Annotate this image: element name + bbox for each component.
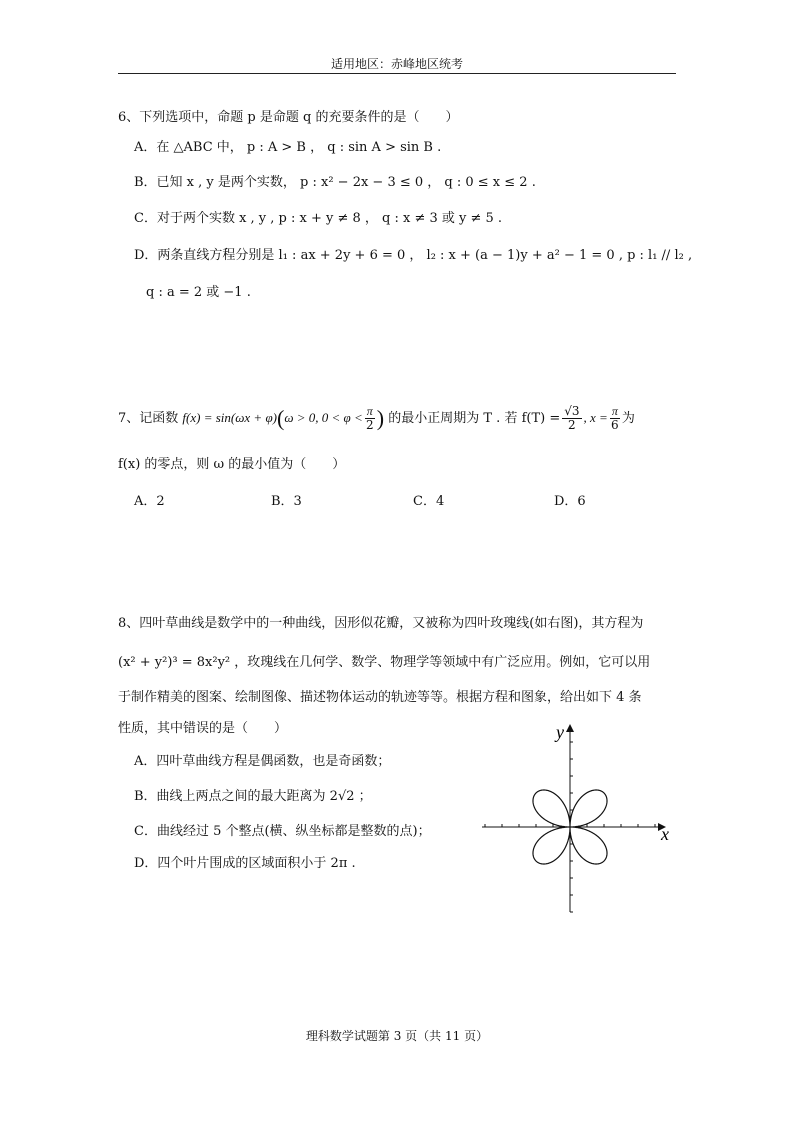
q8-line4: 性质，其中错误的是（ ）: [118, 721, 288, 736]
q6-option-c: C．对于两个实数 x , y , p : x + y ≠ 8 ， q : x ≠ 3 或 y ≠ 5 .: [134, 211, 503, 226]
footer-page: 理科数学试题第 3 页（共 11 页）: [305, 1029, 489, 1043]
q7-mid: 的最小正周期为 T . 若 f(T) =: [388, 411, 561, 426]
q7-option-d: D．6: [554, 494, 586, 509]
q6-option-b: B．已知 x , y 是两个实数， p : x² − 2x − 3 ≤ 0 ， q : 0 ≤ x ≤ 2 .: [134, 175, 536, 190]
q7-paren-close: ): [376, 405, 385, 431]
q8-option-d: D．四个叶片围成的区域面积小于 2π .: [134, 856, 356, 871]
q7-frac-pi-2: $\frac{\pi}{2}$: [365, 403, 374, 432]
q8-option-a: A．四叶草曲线方程是偶函数，也是奇函数；: [134, 754, 391, 769]
q7-frac-sqrt3-2: $\frac{√3}{2}$: [564, 403, 580, 432]
q6-option-d-line2: q : a = 2 或 −1 .: [146, 285, 251, 300]
q7-line2: f(x) 的零点，则 ω 的最小值为（ ）: [118, 457, 346, 472]
q7-function: f(x) = sin(ωx + φ): [182, 410, 277, 425]
y-axis-label: y: [556, 722, 564, 742]
q7-frac-pi-6: $\frac{\pi}{6}$: [611, 403, 619, 432]
q8-line1: 8、四叶草曲线是数学中的一种曲线，因形似花瓣，又被称为四叶玫瑰线(如右图)，其方程为: [118, 616, 644, 631]
header-region: 适用地区：赤峰地区统考: [330, 57, 463, 71]
q6-option-d-line1: D．两条直线方程分别是 l₁ : ax + 2y + 6 = 0 ， l₂ : x + (a − 1)y + a² − 1 = 0 , p : l₁ // l₂ ,: [134, 248, 693, 263]
q7-option-a: A．2: [134, 494, 165, 509]
q6-option-a: A．在 △ABC 中， p : A > B ， q : sin A > sin B .: [134, 140, 442, 155]
q7-end: 为: [621, 411, 635, 426]
q6-stem: 6、下列选项中，命题 p 是命题 q 的充要条件的是（ ）: [118, 110, 459, 125]
q8-line3: 于制作精美的图案、绘制图像、描述物体运动的轨迹等等。根据方程和图象，给出如下 4 条: [118, 690, 642, 705]
four-leaf-rose-figure: [478, 720, 678, 915]
q8-option-c: C．曲线经过 5 个整点(横、纵坐标都是整数的点)；: [134, 824, 431, 839]
q8-option-b: B．曲线上两点之间的最大距离为 2√2 ；: [134, 789, 372, 804]
q7-option-c: C．4: [413, 494, 445, 509]
header-rule: [118, 73, 676, 74]
q7-paren-open: (: [276, 405, 285, 431]
q7-line1: [118, 403, 635, 434]
q7-condition: ω > 0, 0 < φ <: [284, 410, 363, 425]
q7-prefix: 7、记函数: [118, 411, 179, 426]
q8-line2: (x² + y²)³ = 8x²y² ，玫瑰线在几何学、数学、物理学等领域中有广泛应用。例如，它可以用: [118, 655, 651, 670]
q7-option-b: B．3: [271, 494, 302, 509]
q7-x-eq: , x =: [583, 410, 608, 425]
x-axis-label: x: [661, 824, 669, 844]
